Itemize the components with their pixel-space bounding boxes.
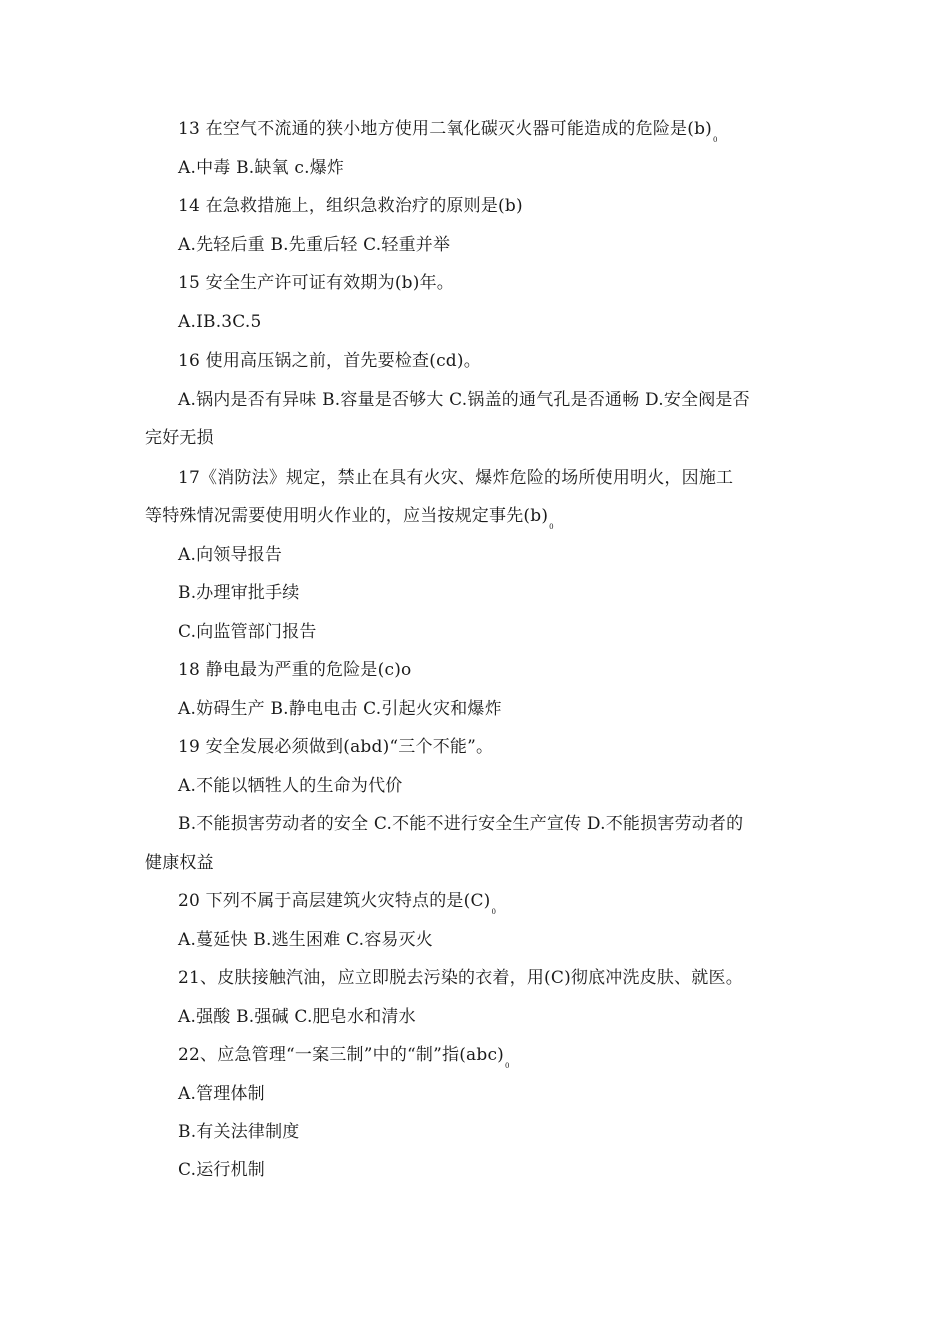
option-22-a: A.管理体制 (178, 1084, 265, 1104)
options-18: A.妨碍生产 B.静电电击 C.引起火灾和爆炸 (178, 699, 502, 719)
option-17-b: B.办理审批手续 (178, 583, 300, 603)
subscript-mark: 0 (491, 908, 497, 916)
question-20: 20 下列不属于高层建筑火灾特点的是$(C)_0$ (178, 891, 497, 916)
question-18: 18 静电最为严重的危险是(c)o (178, 660, 412, 680)
option-17-c: C.向监管部门报告 (178, 622, 317, 642)
question-17-line1: 17《消防法》规定，禁止在具有火灾、爆炸危险的场所使用明火，因施工 (178, 468, 734, 488)
options-13: A.中毒 B.缺氧 c.爆炸 (178, 158, 345, 178)
subscript-mark: 0 (549, 523, 554, 531)
option-17-a: A.向领导报告 (178, 545, 283, 565)
question-22: 22、应急管理“一案三制”中的“制”指$(abc)_0$ (178, 1045, 510, 1070)
options-19-line2: 健康权益 (145, 853, 214, 873)
question-16: 16 使用高压锅之前，首先要检查(cd)。 (178, 351, 481, 371)
option-22-b: B.有关法律制度 (178, 1122, 300, 1142)
question-13: 13 在空气不流通的狭小地方使用二氧化碳灭火器可能造成的危险是$(b)_0$ (178, 119, 718, 144)
options-15: A.IB.3C.5 (178, 312, 262, 332)
option-22-c: C.运行机制 (178, 1160, 266, 1180)
options-19-line1: B.不能损害劳动者的安全 C.不能不进行安全生产宣传 D.不能损害劳动者的 (178, 814, 744, 834)
question-14: 14 在急救措施上，组织急救治疗的原则是(b) (178, 196, 523, 216)
question-17-line2: 等特殊情况需要使用明火作业的，应当按规定事先$(b)_0$ (145, 506, 554, 531)
options-20: A.蔓延快 B.逃生困难 C.容易灭火 (178, 930, 433, 950)
options-16-line2: 完好无损 (145, 428, 214, 448)
question-19: 19 安全发展必须做到(abd)“三个不能”。 (178, 737, 494, 757)
option-19-a: A.不能以牺牲人的生命为代价 (178, 776, 403, 796)
options-21: A.强酸 B.强碱 C.肥皂水和清水 (178, 1007, 416, 1027)
subscript-mark: 0 (505, 1062, 510, 1070)
question-15: 15 安全生产许可证有效期为(b)年。 (178, 273, 454, 293)
options-14: A.先轻后重 B.先重后轻 C.轻重并举 (178, 235, 451, 255)
question-21: 21、皮肤接触汽油，应立即脱去污染的衣着，用(C)彻底冲洗皮肤、就医。 (178, 968, 743, 988)
subscript-mark: 0 (712, 136, 718, 144)
options-16-line1: A.锅内是否有异味 B.容量是否够大 C.锅盖的通气孔是否通畅 D.安全阀是否 (178, 390, 750, 410)
